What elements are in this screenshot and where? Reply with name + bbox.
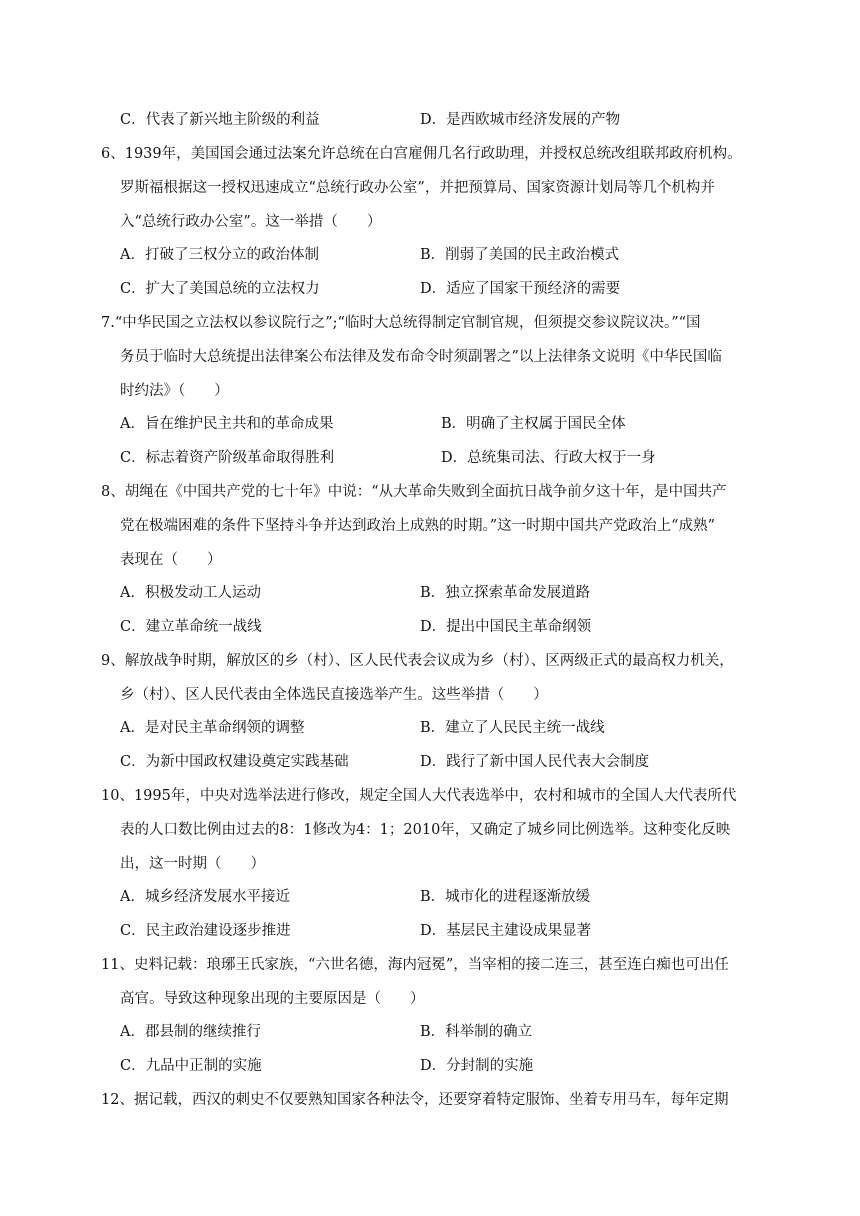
q6-option-c: C．扩大了美国总统的立法权力 <box>120 281 320 297</box>
q9-option-c: C．为新中国政权建设奠定实践基础 <box>120 754 349 770</box>
q10-option-b: B．城市化的进程逐渐放缓 <box>420 889 591 905</box>
q8-option-c: C．建立革命统一战线 <box>120 619 262 635</box>
q10-option-a: A．城乡经济发展水平接近 <box>120 889 290 905</box>
q9-option-b: B．建立了人民民主统一战线 <box>420 720 605 736</box>
question-11-line-2: 高官。导致这种现象出现的主要原因是（ ） <box>120 991 425 1007</box>
q10-option-c: C．民主政治建设逐步推进 <box>120 923 291 939</box>
q11-option-a: A．郡县制的继续推行 <box>120 1024 261 1040</box>
q11-option-c: C．九品中正制的实施 <box>120 1058 262 1074</box>
question-7-line-2: 务员于临时大总统提出法律案公布法律及发布命令时须副署之”以上法律条文说明《中华民国临 <box>120 349 722 365</box>
q6-option-b: B．削弱了美国的民主政治模式 <box>420 247 620 263</box>
q9-option-a: A．是对民主革命纲领的调整 <box>120 720 305 736</box>
q11-option-d: D．分封制的实施 <box>420 1058 534 1074</box>
q9-option-d: D．践行了新中国人民代表大会制度 <box>420 754 650 770</box>
question-6-line-3: 入“总统行政办公室”。这一举措（ ） <box>120 214 382 230</box>
question-11-line-1: 11、史料记载：琅琊王氏家族，“六世名德，海内冠冕”，当宰相的接二连三，甚至连白痴也可出任 <box>101 957 729 973</box>
question-6-line-2: 罗斯福根据这一授权迅速成立“总统行政办公室”，并把预算局、国家资源计划局等几个机构并 <box>120 180 715 196</box>
q10-option-d: D．基层民主建设成果显著 <box>420 923 592 939</box>
question-9-line-2: 乡（村）、区人民代表由全体选民直接选举产生。这些举措（ ） <box>120 687 548 703</box>
q5-option-c: C．代表了新兴地主阶级的利益 <box>120 112 320 128</box>
q7-option-d: D．总统集司法、行政大权于一身 <box>441 450 656 466</box>
q5-option-d: D．是西欧城市经济发展的产物 <box>420 112 621 128</box>
question-6-line-1: 6、1939年，美国国会通过法案允许总统在白宫雇佣几名行政助理，并授权总统改组联邦政府机构。 <box>101 146 742 162</box>
q7-option-a: A．旨在维护民主共和的革命成果 <box>120 416 334 432</box>
question-7-line-1: 7.“中华民国之立法权以参议院行之”;“临时大总统得制定官制官规，但须提交参议院议决。”“国 <box>101 315 701 331</box>
question-12-line-1: 12、据记载，西汉的刺史不仅要熟知国家各种法令，还要穿着特定服饰、坐着专用马车，每年定期 <box>101 1092 729 1108</box>
q8-option-a: A．积极发动工人运动 <box>120 585 261 601</box>
question-10-line-3: 出，这一时期（ ） <box>120 856 265 872</box>
question-8-line-3: 表现在（ ） <box>120 552 222 568</box>
question-9-line-1: 9、解放战争时期，解放区的乡（村）、区人民代表会议成为乡（村）、区两级正式的最高权力机关， <box>101 653 734 669</box>
question-8-line-2: 党在极端困难的条件下坚持斗争并达到政治上成熟的时期。”这一时期中国共产党政治上“成熟” <box>120 518 715 534</box>
question-7-line-3: 时约法》（ ） <box>120 383 229 399</box>
q7-option-b: B．明确了主权属于国民全体 <box>441 416 626 432</box>
q6-option-d: D．适应了国家干预经济的需要 <box>420 281 621 297</box>
q8-option-d: D．提出中国民主革命纲领 <box>420 619 592 635</box>
question-10-line-2: 表的人口数比例由过去的8：1修改为4：1；2010年，又确定了城乡同比例选举。这种变化反映 <box>120 822 731 838</box>
question-10-line-1: 10、1995年，中央对选举法进行修改，规定全国人大代表选举中，农村和城市的全国人大代表所代 <box>101 788 737 804</box>
q6-option-a: A．打破了三权分立的政治体制 <box>120 247 319 263</box>
q11-option-b: B．科举制的确立 <box>420 1024 533 1040</box>
q8-option-b: B．独立探索革命发展道路 <box>420 585 591 601</box>
question-8-line-1: 8、胡绳在《中国共产党的七十年》中说：“从大革命失败到全面抗日战争前夕这十年，是中国共产 <box>101 484 727 500</box>
q7-option-c: C．标志着资产阶级革命取得胜利 <box>120 450 335 466</box>
